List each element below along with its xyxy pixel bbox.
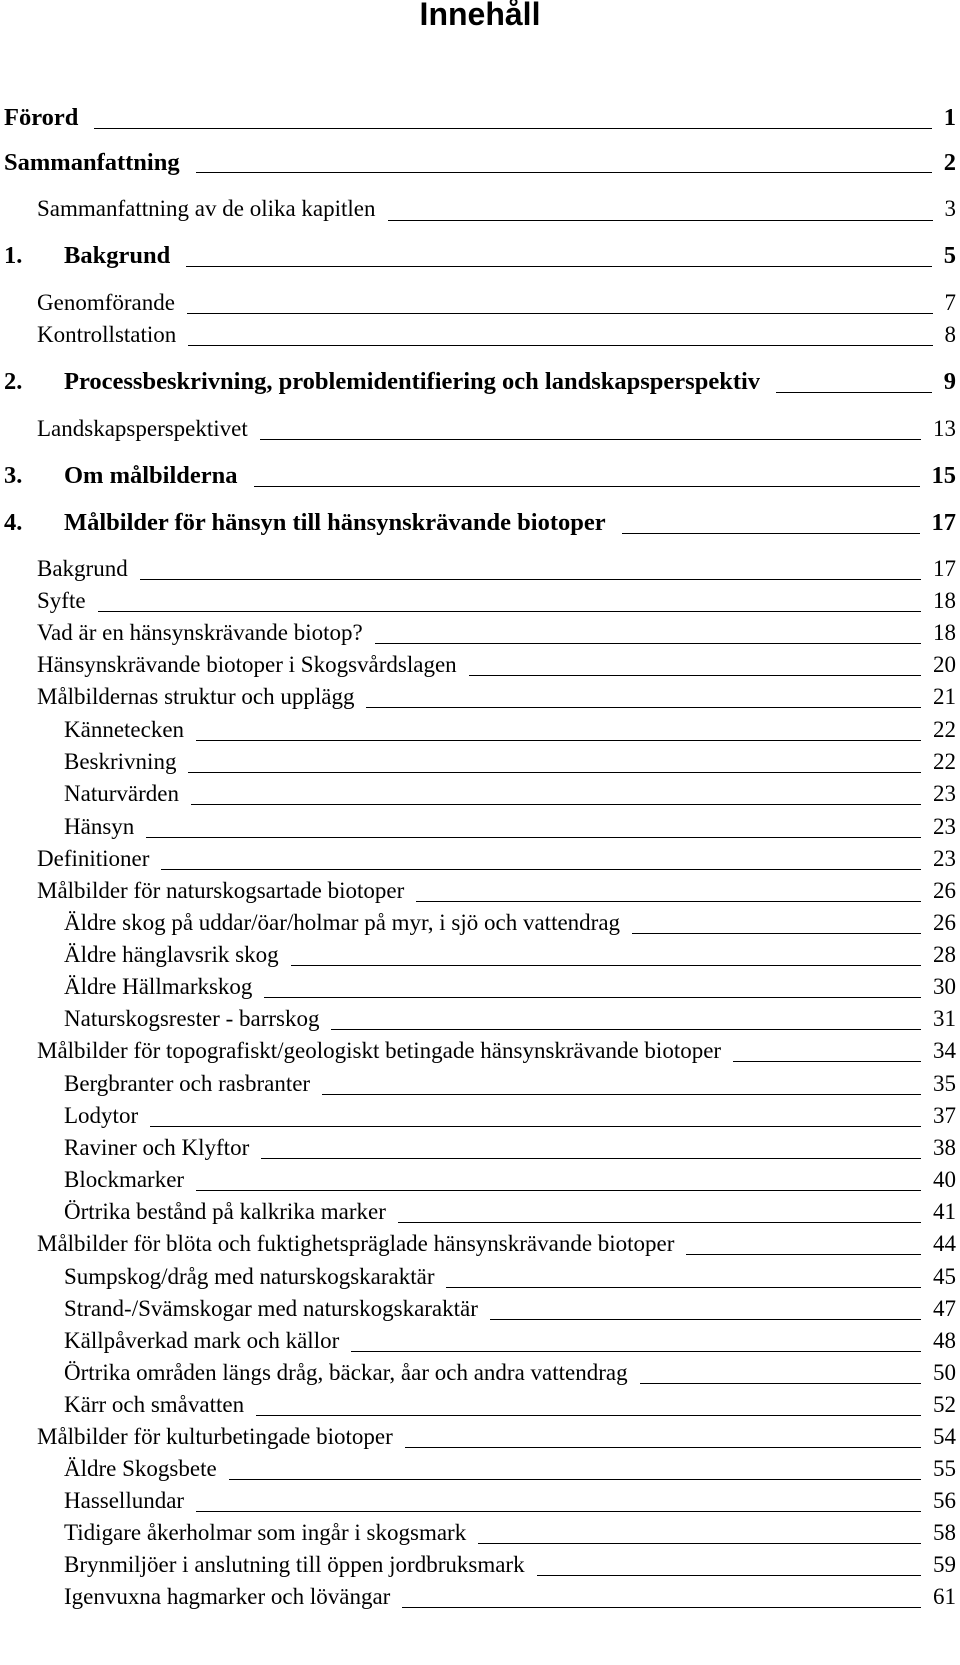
toc-entry[interactable] [0, 1132, 960, 1164]
toc-entry-label: Processbeskrivning, problemidentifiering och landskapsperspektiv [64, 368, 761, 395]
toc-entry-label: Förord [4, 104, 79, 131]
toc-leader-line [322, 1094, 921, 1095]
toc-entry-label: Målbilder för topografiskt/geologiskt betingade hänsynskrävande biotoper [37, 1038, 722, 1063]
toc-leader-line [229, 1479, 921, 1480]
toc-leader-line [261, 1158, 921, 1159]
toc-leader-line [98, 611, 921, 612]
toc-entry-page: 17 [931, 509, 956, 536]
toc-entry-page: 41 [933, 1199, 956, 1224]
toc-entry-label: Igenvuxna hagmarker och lövängar [64, 1584, 391, 1609]
toc-entry-page: 45 [933, 1264, 956, 1289]
toc-entry-page: 47 [933, 1296, 956, 1321]
toc-entry[interactable] [0, 811, 960, 843]
toc-leader-line [191, 804, 921, 805]
toc-entry-page: 38 [933, 1135, 956, 1160]
toc-entry[interactable] [0, 102, 960, 134]
toc-leader-line [196, 172, 932, 173]
toc-entry-page: 40 [933, 1167, 956, 1192]
toc-entry-label: Bakgrund [37, 556, 128, 581]
toc-leader-line [776, 392, 932, 393]
toc-entry-label: Beskrivning [64, 749, 177, 774]
toc-entry-page: 48 [933, 1328, 956, 1353]
toc-entry[interactable] [0, 1068, 960, 1100]
toc-entry-label: Äldre skog på uddar/öar/holmar på myr, i sjö och vattendrag [64, 910, 621, 935]
toc-entry[interactable] [0, 778, 960, 810]
toc-entry-label: Målbilder för naturskogsartade biotoper [37, 878, 405, 903]
toc-entry-label: Genomförande [37, 290, 175, 315]
toc-leader-line [686, 1254, 921, 1255]
toc-entry-page: 17 [933, 556, 956, 581]
toc-leader-line [196, 740, 921, 741]
toc-entry[interactable] [0, 1421, 960, 1453]
toc-entry-page: 15 [931, 462, 956, 489]
toc-entry-label: Definitioner [37, 846, 150, 871]
toc-entry-label: Hassellundar [64, 1488, 185, 1513]
toc-entry-label: Hänsyn [64, 814, 135, 839]
toc-entry[interactable] [0, 1228, 960, 1260]
toc-leader-line [398, 1222, 921, 1223]
toc-leader-line [187, 313, 933, 314]
toc-leader-line [733, 1061, 921, 1062]
toc-entry-label: Målbilder för kulturbetingade biotoper [37, 1424, 393, 1449]
toc-entry-page: 54 [933, 1424, 956, 1449]
toc-entry-label: Kontrollstation [37, 322, 177, 347]
toc-entry-page: 30 [933, 974, 956, 999]
toc-entry-number: 4. [4, 509, 23, 536]
toc-entry[interactable] [0, 1581, 960, 1613]
toc-leader-line [161, 869, 921, 870]
toc-entry-number: 2. [4, 368, 23, 395]
toc-entry-page: 50 [933, 1360, 956, 1385]
toc-entry[interactable] [0, 681, 960, 713]
toc-entry-label: Äldre Skogsbete [64, 1456, 217, 1481]
toc-entry-label: Källpåverkad mark och källor [64, 1328, 340, 1353]
toc-entry[interactable] [0, 1517, 960, 1549]
toc-entry-page: 31 [933, 1006, 956, 1031]
toc-entry-label: Om målbilderna [64, 462, 238, 489]
toc-entry-label: Målbilder för hänsyn till hänsynskrävande biotoper [64, 509, 606, 536]
toc-entry-page: 22 [933, 749, 956, 774]
toc-entry-label: Äldre Hällmarkskog [64, 974, 253, 999]
toc-leader-line [140, 579, 921, 580]
toc-entry-number: 3. [4, 462, 23, 489]
toc-entry[interactable] [0, 971, 960, 1003]
toc-leader-line [366, 707, 921, 708]
toc-entry[interactable] [0, 193, 960, 225]
toc-entry[interactable] [0, 843, 960, 875]
toc-entry[interactable] [0, 1485, 960, 1517]
toc-leader-line [640, 1383, 921, 1384]
toc-entry-page: 20 [933, 652, 956, 677]
toc-entry-label: Bergbranter och rasbranter [64, 1071, 311, 1096]
toc-leader-line [402, 1607, 921, 1608]
toc-entry-page: 55 [933, 1456, 956, 1481]
toc-entry[interactable] [0, 147, 960, 179]
toc-entry-label: Lodytor [64, 1103, 139, 1128]
toc-entry-page: 23 [933, 846, 956, 871]
toc-entry-label: Hänsynskrävande biotoper i Skogsvårdslagen [37, 652, 457, 677]
toc-entry-page: 44 [933, 1231, 956, 1256]
toc-entry-label: Raviner och Klyftor [64, 1135, 250, 1160]
toc-entry-label: Kännetecken [64, 717, 185, 742]
toc-entry-label: Brynmiljöer i anslutning till öppen jordbruksmark [64, 1552, 525, 1577]
toc-entry-page: 7 [944, 290, 956, 315]
toc-entry[interactable] [0, 460, 960, 492]
toc-leader-line [375, 643, 921, 644]
toc-leader-line [537, 1575, 921, 1576]
toc-entry-page: 2 [943, 149, 956, 176]
toc-entry[interactable] [0, 1003, 960, 1035]
toc-entry-label: Sammanfattning av de olika kapitlen [37, 196, 376, 221]
toc-entry-page: 61 [933, 1584, 956, 1609]
toc-entry[interactable] [0, 1293, 960, 1325]
toc-entry-page: 35 [933, 1071, 956, 1096]
toc-leader-line [478, 1543, 921, 1544]
toc-leader-line [622, 533, 920, 534]
toc-entry[interactable] [0, 413, 960, 445]
toc-entry-page: 1 [943, 104, 956, 131]
toc-entry[interactable] [0, 366, 960, 398]
toc-entry[interactable] [0, 287, 960, 319]
toc-leader-line [254, 486, 920, 487]
toc-entry-label: Sumpskog/dråg med naturskogskaraktär [64, 1264, 435, 1289]
toc-entry-page: 28 [933, 942, 956, 967]
toc-entry[interactable] [0, 1389, 960, 1421]
toc-leader-line [446, 1287, 921, 1288]
page-title: Innehåll [419, 0, 541, 32]
toc-entry[interactable] [0, 907, 960, 939]
toc-entry[interactable] [0, 1357, 960, 1389]
toc-entry[interactable] [0, 875, 960, 907]
toc-entry-page: 34 [933, 1038, 956, 1063]
toc-leader-line [196, 1511, 921, 1512]
toc-entry[interactable] [0, 714, 960, 746]
toc-entry[interactable] [0, 1196, 960, 1228]
toc-leader-line [150, 1126, 921, 1127]
toc-entry[interactable] [0, 617, 960, 649]
toc-entry-page: 56 [933, 1488, 956, 1513]
toc-leader-line [490, 1319, 921, 1320]
toc-entry-page: 59 [933, 1552, 956, 1577]
toc-entry-page: 21 [933, 684, 956, 709]
toc-entry[interactable] [0, 1325, 960, 1357]
toc-entry-label: Vad är en hänsynskrävande biotop? [37, 620, 363, 645]
toc-entry-label: Strand-/Svämskogar med naturskogskaraktär [64, 1296, 478, 1321]
toc-entry[interactable] [0, 507, 960, 539]
toc-entry-page: 5 [943, 242, 956, 269]
toc-entry[interactable] [0, 1035, 960, 1067]
toc-leader-line [331, 1029, 921, 1030]
toc-entry[interactable] [0, 1549, 960, 1581]
toc-entry-label: Naturvärden [64, 781, 179, 806]
toc-entry-label: Målbildernas struktur och upplägg [37, 684, 355, 709]
toc-leader-line [256, 1415, 921, 1416]
toc-leader-line [469, 675, 921, 676]
toc-entry-number: 1. [4, 242, 23, 269]
toc-leader-line [264, 997, 921, 998]
toc-entry-page: 23 [933, 814, 956, 839]
toc-leader-line [632, 933, 921, 934]
toc-entry-page: 58 [933, 1520, 956, 1545]
toc-entry[interactable] [0, 1100, 960, 1132]
toc-entry-label: Bakgrund [64, 242, 171, 269]
toc-entry-label: Örtrika områden längs dråg, bäckar, åar och andra vattendrag [64, 1360, 628, 1385]
toc-entry-label: Syfte [37, 588, 86, 613]
toc-entry[interactable] [0, 649, 960, 681]
toc-entry[interactable] [0, 319, 960, 351]
toc-entry[interactable] [0, 1261, 960, 1293]
toc-entry-label: Målbilder för blöta och fuktighetspräglade hänsynskrävande biotoper [37, 1231, 675, 1256]
toc-leader-line [188, 345, 932, 346]
toc-leader-line [186, 266, 932, 267]
toc-entry-label: Landskapsperspektivet [37, 416, 248, 441]
toc-entry-page: 37 [933, 1103, 956, 1128]
toc-entry[interactable] [0, 746, 960, 778]
toc-entry-label: Äldre hänglavsrik skog [64, 942, 279, 967]
toc-entry-page: 52 [933, 1392, 956, 1417]
toc-entry-page: 9 [943, 368, 956, 395]
toc-leader-line [188, 772, 921, 773]
toc-leader-line [196, 1190, 921, 1191]
toc-leader-line [146, 837, 921, 838]
toc-entry-page: 3 [944, 196, 956, 221]
toc-entry-page: 18 [933, 588, 956, 613]
toc-entry-label: Kärr och småvatten [64, 1392, 245, 1417]
toc-entry[interactable] [0, 553, 960, 585]
toc-entry-label: Tidigare åkerholmar som ingår i skogsmark [64, 1520, 467, 1545]
toc-entry[interactable] [0, 1164, 960, 1196]
toc-entry-label: Blockmarker [64, 1167, 185, 1192]
toc-entry-page: 23 [933, 781, 956, 806]
toc-entry-page: 8 [944, 322, 956, 347]
toc-entry[interactable] [0, 939, 960, 971]
toc-entry[interactable] [0, 240, 960, 272]
toc-leader-line [291, 965, 921, 966]
toc-entry-label: Sammanfattning [4, 149, 180, 176]
toc-leader-line [260, 439, 921, 440]
toc-entry-label: Örtrika bestånd på kalkrika marker [64, 1199, 386, 1224]
toc-entry[interactable] [0, 1453, 960, 1485]
toc-entry-page: 13 [933, 416, 956, 441]
toc-entry-page: 26 [933, 910, 956, 935]
toc-entry-label: Naturskogsrester - barrskog [64, 1006, 320, 1031]
toc-leader-line [388, 220, 933, 221]
toc-entry-page: 26 [933, 878, 956, 903]
toc-leader-line [351, 1351, 921, 1352]
toc-leader-line [416, 901, 921, 902]
toc-entry-page: 18 [933, 620, 956, 645]
toc-leader-line [405, 1447, 921, 1448]
toc-leader-line [94, 128, 931, 129]
toc-entry-page: 22 [933, 717, 956, 742]
toc-entry[interactable] [0, 585, 960, 617]
